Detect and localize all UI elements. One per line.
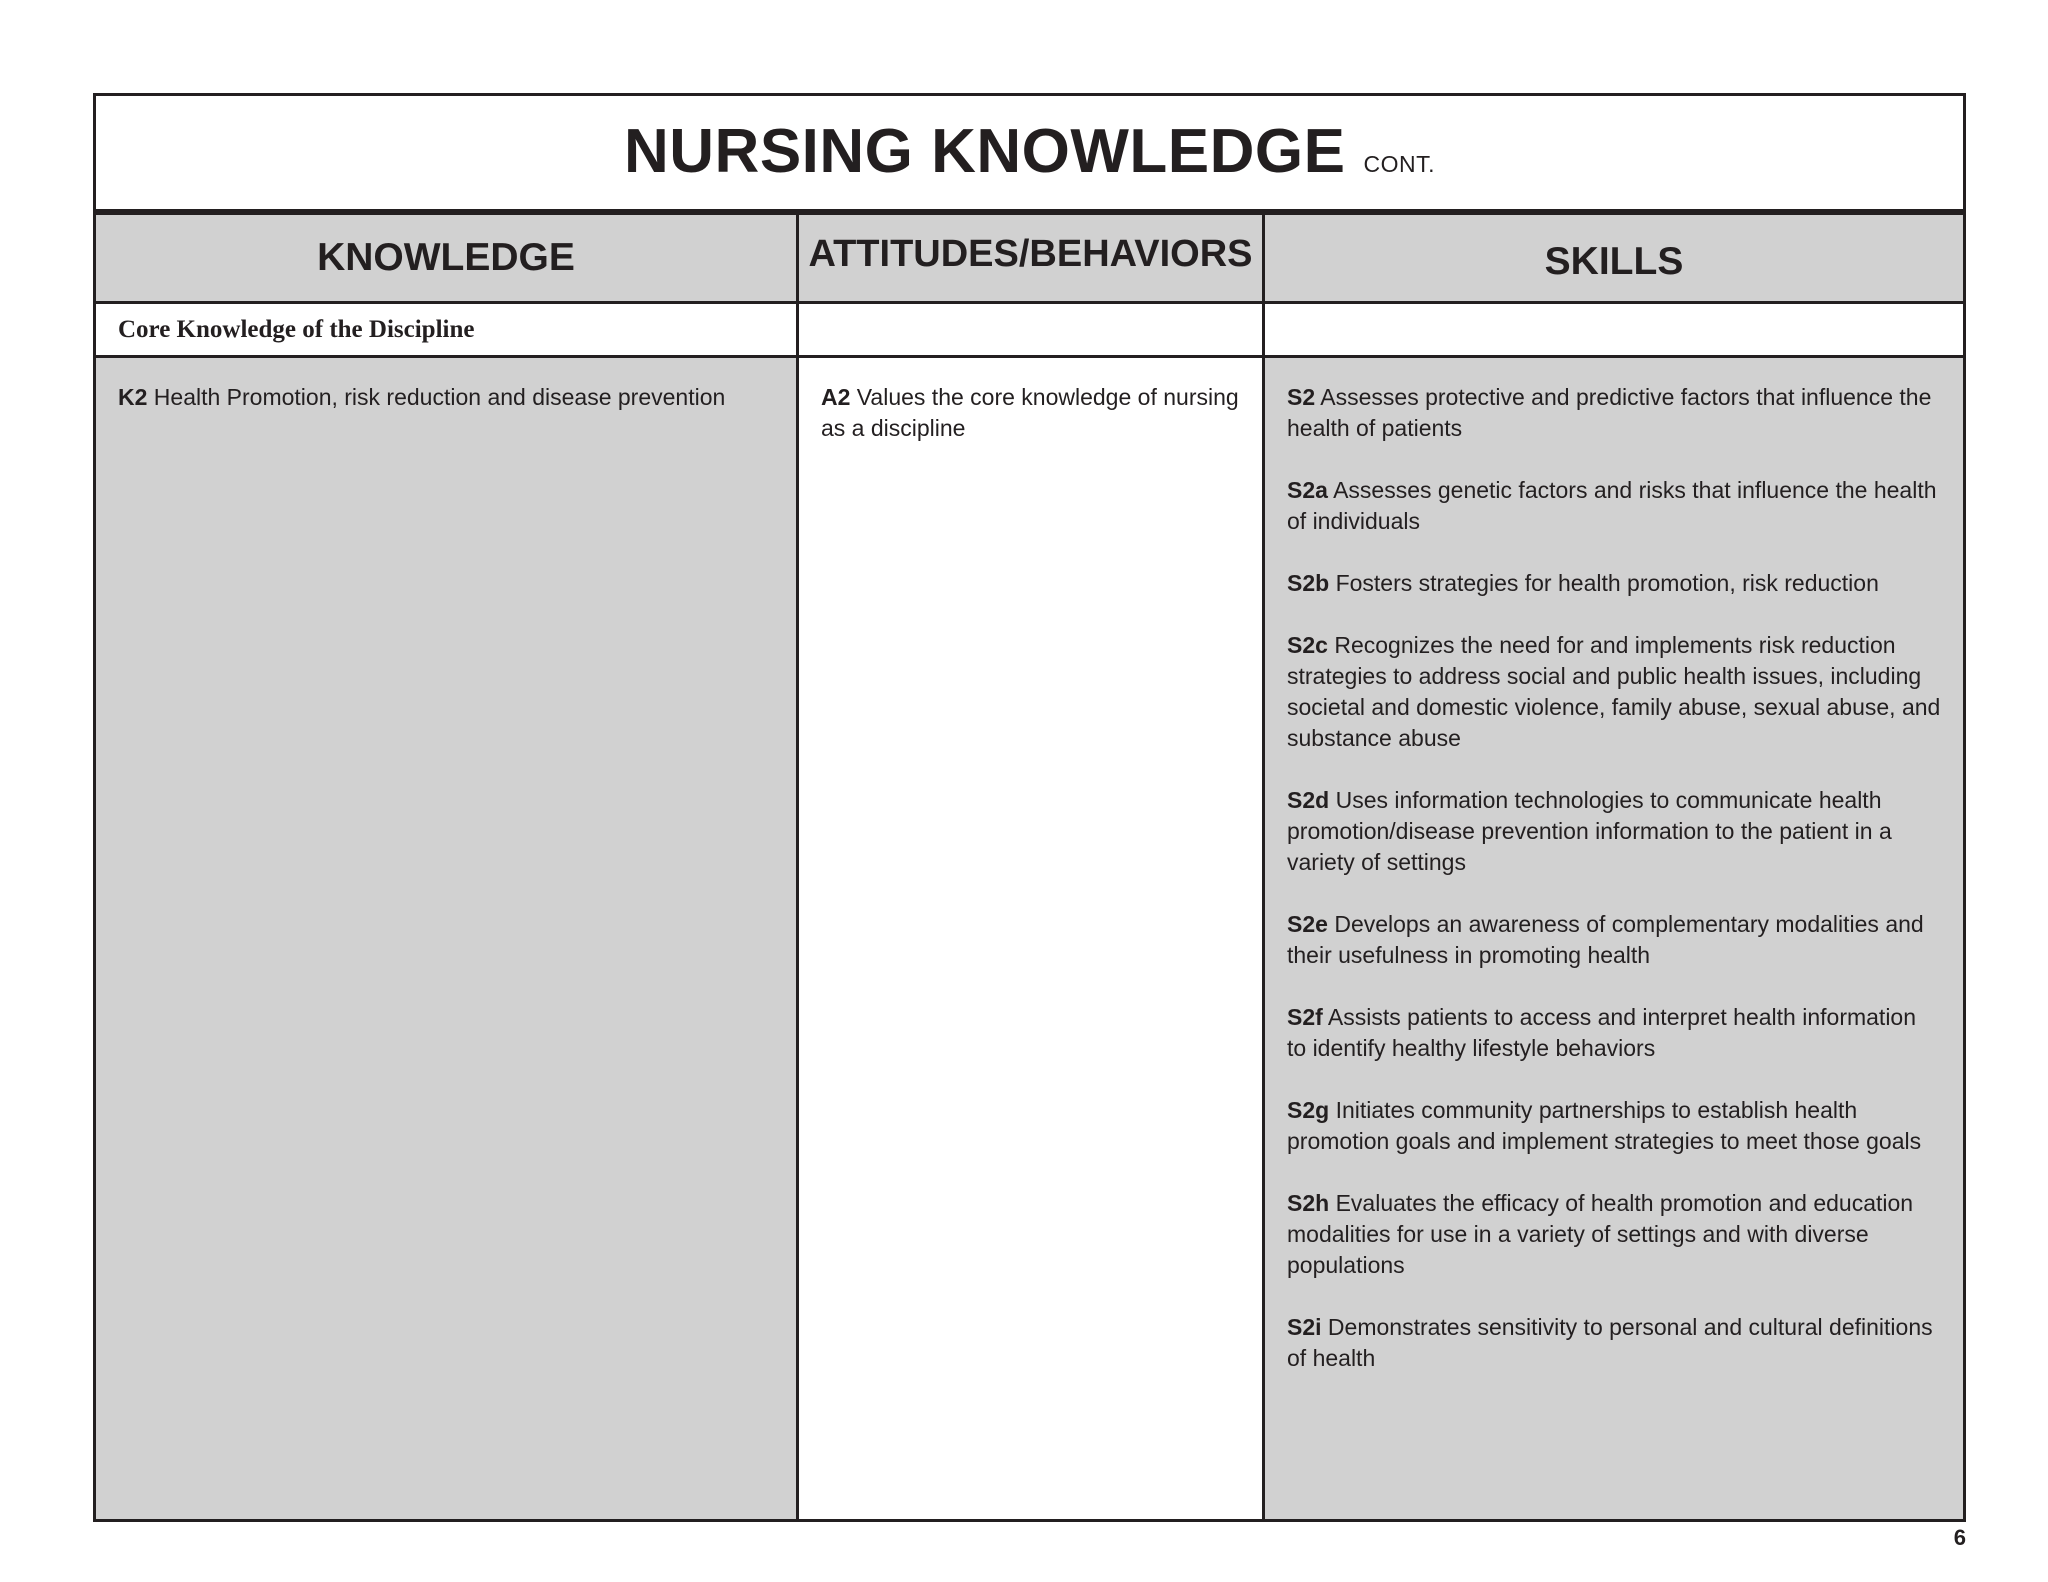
list-item [1287,1188,1941,1281]
item-code: S2f [1287,1004,1323,1030]
item-code: S2e [1287,911,1328,937]
item-code: A2 [821,384,851,410]
list-item [1287,382,1941,444]
attitudes-cell [799,358,1262,444]
item-text: Evaluates the efficacy of health promotion and education modalities for use in a variety of settings and with diverse populations [1287,1190,1914,1278]
skills-section-blank [1265,304,1963,358]
list-item [1287,785,1941,878]
page-number: 6 [1953,1525,1966,1550]
competency-table [93,93,1966,1522]
item-code: K2 [118,384,148,410]
attitudes-header: ATTITUDES/BEHAVIORS [799,215,1262,304]
page-title: NURSING KNOWLEDGE [624,117,1346,186]
item-text: Assesses protective and predictive factors that influence the health of patients [1287,384,1932,441]
item-code: S2h [1287,1190,1330,1216]
list-item [1287,1095,1941,1157]
item-text: Health Promotion, risk reduction and disease prevention [153,384,726,410]
item-text: Recognizes the need for and implements risk reduction strategies to address social and public health issues, including societal and domestic violence, family abuse, sexual abuse, and substance abuse [1287,632,1941,751]
item-text: Values the core knowledge of nursing as a discipline [821,384,1239,441]
skills-cell [1265,358,1963,1374]
item-code: S2c [1287,632,1328,658]
list-item [1287,475,1941,537]
list-item [1287,1312,1941,1374]
list-item [1287,630,1941,754]
section-label: Core Knowledge of the Discipline [96,304,796,358]
list-item [821,382,1240,444]
knowledge-column [96,215,799,1519]
list-item [118,382,774,413]
list-item [1287,568,1941,599]
item-text: Uses information technologies to communicate health promotion/disease prevention information to the patient in a variety of settings [1287,787,1892,875]
knowledge-header: KNOWLEDGE [96,215,796,304]
item-text: Demonstrates sensitivity to personal and cultural definitions of health [1287,1314,1933,1371]
list-item [1287,909,1941,971]
item-code: S2b [1287,570,1330,596]
item-text: Develops an awareness of complementary modalities and their usefulness in promoting health [1287,911,1924,968]
item-code: S2g [1287,1097,1330,1123]
skills-header: SKILLS [1265,215,1963,304]
list-item [1287,1002,1941,1064]
item-text: Assesses genetic factors and risks that influence the health of individuals [1287,477,1937,534]
item-code: S2a [1287,477,1328,503]
item-text: Assists patients to access and interpret health information to identify healthy lifestyle behaviors [1287,1004,1917,1061]
attitudes-column [799,215,1265,1519]
item-text: Fosters strategies for health promotion, risk reduction [1335,570,1879,596]
item-code: S2i [1287,1314,1322,1340]
title-bar [96,96,1963,215]
item-code: S2 [1287,384,1316,410]
skills-column [1265,215,1963,1519]
knowledge-cell [96,358,796,413]
item-text: Initiates community partnerships to establish health promotion goals and implement strategies to meet those goals [1287,1097,1922,1154]
attitudes-section-blank [799,304,1262,358]
item-code: S2d [1287,787,1330,813]
page-subtitle: CONT. [1363,151,1435,177]
